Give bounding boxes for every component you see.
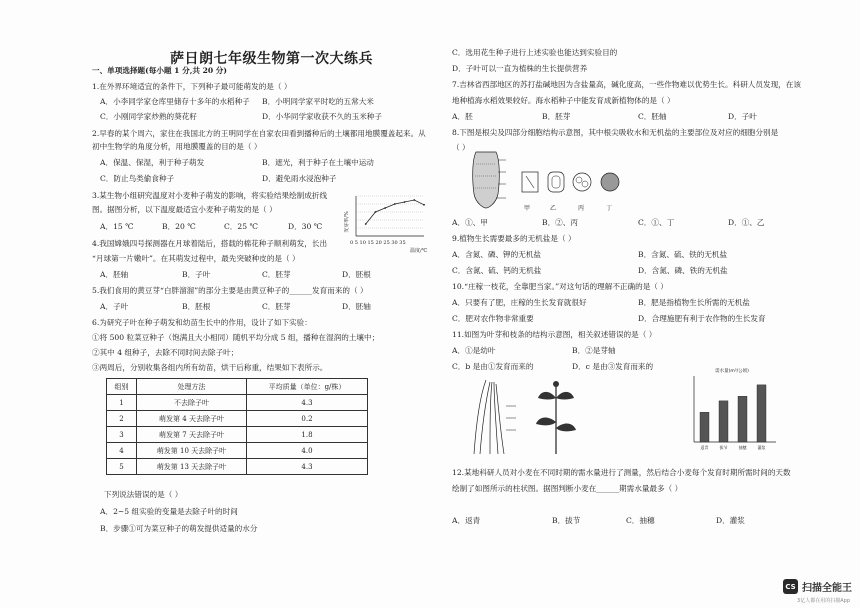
option-4b: B．子叶: [182, 270, 211, 279]
question-8: 8.下图是根尖及四部分细胞结构示意图，其中根尖吸收水和无机盐的主要部位及对应的细胞分别是: [452, 128, 779, 137]
question-2-cont: 初中生物学的角度分析，用地膜覆盖的目的是（ ）: [92, 142, 262, 151]
option-11a: A．①是幼叶: [452, 346, 496, 355]
option-4a: A．胚轴: [100, 270, 129, 279]
left-column: [92, 0, 434, 560]
chart-xticks: 0 5 10 15 20 25 30 35: [350, 240, 406, 246]
scanner-logo-icon: CS: [783, 579, 798, 594]
results-table: [106, 378, 368, 475]
water-demand-bar-chart: [684, 366, 780, 454]
option-3b: B．20 ℃: [162, 222, 196, 231]
question-1: 1.在外界环境适宜的条件下，下列种子最可能萌发的是（ ）: [92, 82, 292, 91]
option-1d: D．小华同学家收获不久的玉米种子: [262, 112, 382, 121]
chart-point: [365, 223, 367, 225]
option-8d: D．①、乙: [728, 218, 765, 227]
option-9b: B．含氮、硫、铁的无机盐: [638, 250, 728, 259]
option-10d: D．合理施肥有利于农作物的生长发育: [638, 314, 766, 323]
question-6-step3: ③两周后，分别收集各组内所有幼苗，烘干后称重，结果如下表所示。: [92, 363, 328, 372]
option-5b: B．胚根: [182, 302, 211, 311]
table-header-row: [107, 379, 368, 395]
chart-xlabel: 温度/℃: [410, 248, 428, 254]
option-3a: A．15 ℃: [100, 222, 134, 231]
option-1b: B．小明同学家平时吃的五常大米: [262, 97, 374, 106]
cell-label: 甲: [524, 205, 531, 212]
table-row: 1 不去除子叶 4.3: [107, 395, 368, 411]
table-row: 4 萌发第 10 天去除子叶 4.0: [107, 443, 368, 459]
option-9a: A．含氮、磷、钾的无机盐: [452, 250, 542, 259]
question-2: 2.早春的某个周六，家住在我国北方的王明同学在自家农田看到播种后的土壤都用地膜覆盖起来。从: [92, 129, 426, 138]
option-6b: B．步骤①可为菜豆种子的萌发提供适量的水分: [100, 524, 258, 533]
question-4-cont: “月球第一片嫩叶”。在其萌发过程中，最先突破种皮的是（ ）: [92, 254, 300, 263]
option-6d: D．子叶可以一直为植株的生长提供营养: [452, 64, 588, 73]
question-12: 12.某地科研人员对小麦在不同时期的需水量进行了测量，然后结合小麦每个发育时期所需时间的天数: [452, 468, 791, 477]
chart-point: [375, 211, 377, 213]
scanner-tagline: 3亿人都在用的扫描App: [797, 598, 850, 604]
chart-point: [404, 201, 406, 203]
option-9d: D．含氮、磷、铁的无机盐: [638, 266, 728, 275]
option-10a: A．只要有了肥，庄稼的生长发育就很好: [452, 298, 587, 307]
option-11b: B．②是芽轴: [572, 346, 616, 355]
leaf-bud-figure: [464, 376, 584, 456]
cell-label: 丙: [578, 205, 585, 212]
bar-2: [719, 401, 728, 442]
question-7: 7.吉林省西部地区的苏打盐碱地因为含盐量高，碱化度高，一些作物难以优势生长。科研人员发现，在该: [452, 80, 801, 89]
question-9: 9.植物生长需要最多的无机盐是（ ）: [452, 234, 576, 243]
option-9c: C．含氮、硫、钙的无机盐: [452, 266, 542, 275]
option-7d: D．子叶: [728, 112, 757, 121]
option-1a: A．小李同学家仓库里储存十多年的水稻种子: [100, 97, 250, 106]
chart-point: [413, 199, 415, 201]
question-6: 6.为研究子叶在种子萌发和幼苗生长中的作用，设计了如下实验：: [92, 318, 312, 327]
option-2d: D．避免雨水浸泡种子: [262, 174, 337, 183]
option-12a: A．返青: [452, 516, 481, 525]
table-row: 3 萌发第 7 天去除子叶 1.8: [107, 427, 368, 443]
cell-label: 丁: [606, 205, 613, 212]
option-3d: D．30 ℃: [288, 222, 323, 231]
option-7b: B．胚芽: [542, 112, 571, 121]
option-2a: A．保温、保湿，利于种子萌发: [100, 158, 205, 167]
option-8b: B．②、丙: [542, 218, 578, 227]
option-7c: C．胚轴: [638, 112, 667, 121]
bar-label: 灌浆: [757, 445, 766, 450]
question-8-cont: （ ）: [452, 143, 470, 152]
question-5: 5.我们食用的黄豆芽“白胖溜溜”的部分主要是由黄豆种子的______发育而来的（ ）: [92, 286, 368, 295]
right-column: [452, 0, 812, 560]
option-5a: A．子叶: [100, 302, 129, 311]
question-10: 10.“庄稼一枝花，全靠肥当家。”对这句话的理解不正确的是（ ）: [452, 282, 668, 291]
table-row: 5 萌发第 13 天去除子叶 4.3: [107, 459, 368, 475]
option-2b: B．遮光，利于种子在土壤中运动: [262, 158, 374, 167]
option-8c: C．①、丁: [638, 218, 675, 227]
option-3c: C．25 ℃: [224, 222, 258, 231]
question-6-prompt: 下列说法错误的是（ ）: [104, 490, 183, 499]
section-heading: 一、单项选择题(每小题 1 分,共 20 分): [92, 66, 227, 75]
option-2c: C．防止鸟类偷食种子: [100, 174, 175, 183]
option-7a: A．胚: [452, 112, 473, 121]
option-11d: D．c 是由③发育而来的: [572, 362, 654, 371]
option-4c: C．胚芽: [262, 270, 291, 279]
question-12-cont: 绘制了如图所示的柱状图。据图判断小麦在______期需水量最多（ ）: [452, 484, 683, 493]
option-12c: C．抽穗: [626, 516, 655, 525]
chart-point: [384, 207, 386, 209]
bar-label: 拔节: [719, 445, 728, 450]
option-11c: C．b 是由①发育而来的: [452, 362, 534, 371]
question-3-cont: 图。据图分析，以下温度最适宜小麦种子萌发的是（ ）: [92, 205, 277, 214]
table-row: 2 萌发第 4 天去除子叶 0.2: [107, 411, 368, 427]
chart-ylabel: 发芽率/%: [344, 211, 350, 233]
option-10c: C．肥对农作物非常重要: [452, 314, 534, 323]
option-5c: C．胚芽: [262, 302, 291, 311]
bar-4: [757, 385, 766, 442]
bar-chart-title: 需水量(m³/公顷): [715, 369, 749, 374]
question-3: 3.某生物小组研究温度对小麦种子萌发的影响，将实验结果绘制成折线: [92, 191, 328, 200]
chart-point: [423, 204, 425, 206]
table-header: 组别: [107, 379, 137, 395]
table-header: 处理方法: [137, 379, 247, 395]
scanner-watermark: [783, 579, 852, 594]
table-header: 平均质量（单位：g/株）: [247, 379, 368, 395]
option-6c: C．选用花生种子进行上述实验也能达到实验目的: [452, 48, 618, 57]
bar-label: 抽穗: [738, 445, 747, 450]
bar-1: [700, 412, 709, 442]
scanner-brand: 扫描全能王: [802, 583, 852, 594]
question-7-cont: 地种植海水稻效果较好。海水稻种子中能发育成新植物体的是（ ）: [452, 96, 675, 105]
option-4d: D．胚根: [342, 270, 371, 279]
option-12d: D．灌浆: [716, 516, 745, 525]
option-12b: B．拔节: [552, 516, 581, 525]
question-6-step2: ②其中 4 组种子，去除不同时间去除子叶；: [92, 348, 239, 357]
page-title: 萨日朗七年级生物第一次大练兵: [170, 51, 373, 67]
cell-label: 乙: [550, 205, 557, 212]
root-tip-figure: [466, 150, 626, 212]
question-4: 4.我国嫦娥四号探测器在月球着陆后，搭载的棉花种子顺利萌发，长出: [92, 239, 328, 248]
option-5d: D．胚轴: [342, 302, 371, 311]
option-1c: C．小刚同学家炒熟的葵花籽: [100, 112, 197, 121]
option-8a: A．①、甲: [452, 218, 488, 227]
option-10b: B．肥是指植物生长所需的无机盐: [638, 298, 750, 307]
question-6-step1: ①将 500 粒菜豆种子（饱满且大小相同）随机平均分成 5 组，播种在湿润的土壤中；: [92, 333, 380, 342]
question-11: 11.如图为叶芽和枝条的结构示意图，相关叙述错误的是（ ）: [452, 330, 657, 339]
chart-point: [394, 203, 396, 205]
bar-3: [738, 396, 747, 442]
bar-label: 返青: [700, 445, 709, 450]
option-6a: A．2~5 组实验的变量是去除子叶的时间: [100, 507, 238, 516]
